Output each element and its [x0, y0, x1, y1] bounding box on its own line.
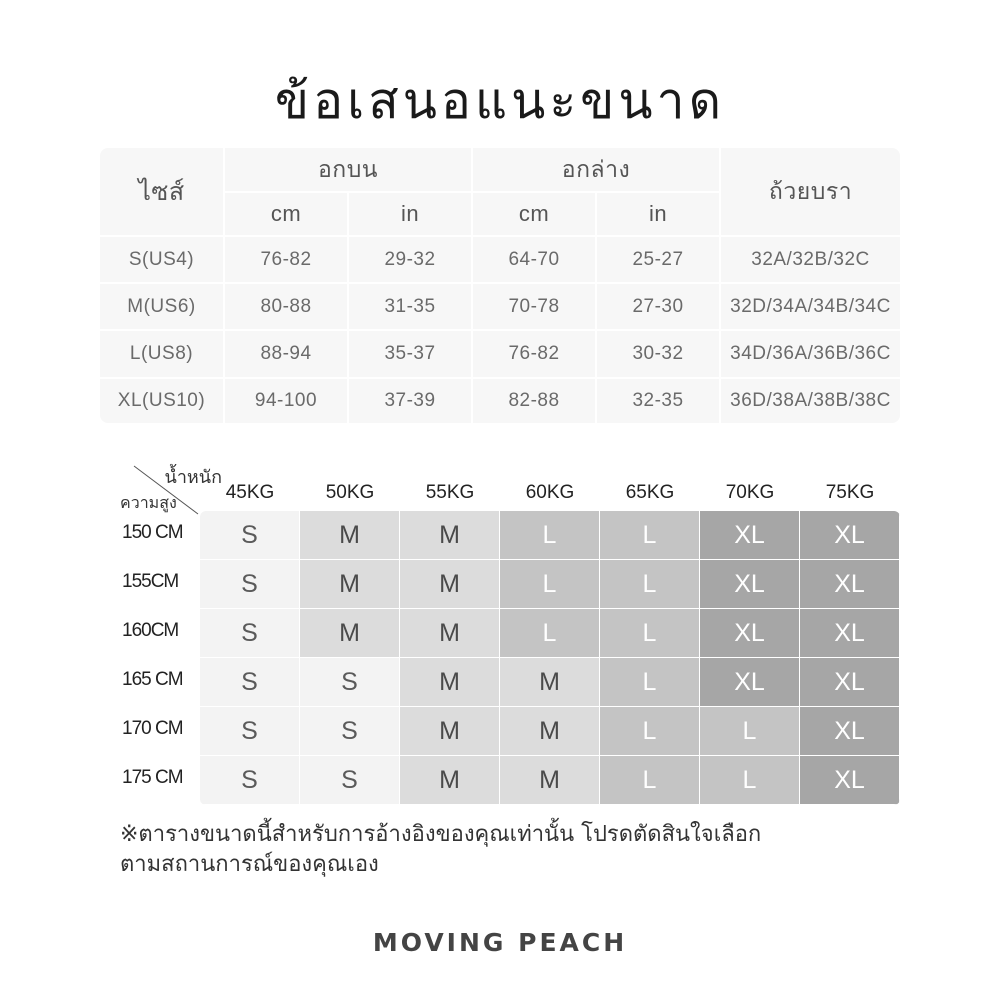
grid-cell: M	[400, 511, 500, 560]
grid-cell: M	[400, 560, 500, 609]
table-row	[100, 283, 900, 330]
upper-in-cell: 35-37	[348, 330, 472, 377]
grid-cell: L	[600, 511, 700, 560]
under-cm-cell: 64-70	[472, 236, 596, 283]
grid-cell: M	[300, 609, 400, 658]
grid-cell: L	[600, 707, 700, 756]
cup-cell: 32D/34A/34B/34C	[720, 283, 900, 330]
height-header: 155CM	[122, 571, 179, 592]
grid-cell: M	[300, 560, 400, 609]
size-cell: XL(US10)	[100, 378, 224, 423]
size-cell: L(US8)	[100, 330, 224, 377]
weight-header: 65KG	[625, 482, 675, 503]
grid-cell: XL	[800, 707, 900, 756]
grid-cell: XL	[700, 560, 800, 609]
grid-cell: XL	[700, 511, 800, 560]
header-under-cm: cm	[472, 192, 596, 236]
grid-cell: XL	[700, 609, 800, 658]
weight-header: 45KG	[225, 482, 275, 503]
grid-cell: S	[300, 707, 400, 756]
weight-header: 70KG	[725, 482, 775, 503]
under-in-cell: 27-30	[596, 283, 720, 330]
header-bra-cup: ถ้วยบรา	[720, 148, 900, 236]
size-cell: M(US6)	[100, 283, 224, 330]
cup-cell: 34D/36A/36B/36C	[720, 330, 900, 377]
grid-cell: M	[400, 609, 500, 658]
height-header: 175 CM	[122, 767, 183, 788]
grid-cell: S	[200, 756, 300, 805]
weight-header: 55KG	[425, 482, 475, 503]
weight-header: 60KG	[525, 482, 575, 503]
table-row	[100, 236, 900, 283]
upper-cm-cell: 80-88	[224, 283, 348, 330]
grid-cell: M	[400, 707, 500, 756]
under-in-cell: 30-32	[596, 330, 720, 377]
grid-cell: M	[300, 511, 400, 560]
under-in-cell: 32-35	[596, 378, 720, 423]
weight-axis-label: น้ำหนัก	[164, 467, 222, 488]
header-upper-in: in	[348, 192, 472, 236]
header-upper-cm: cm	[224, 192, 348, 236]
grid-cell: S	[200, 707, 300, 756]
grid-cell: S	[200, 609, 300, 658]
grid-cell: S	[300, 756, 400, 805]
disclaimer-line-2: ตามสถานการณ์ของคุณเอง	[120, 852, 379, 877]
grid-cell: L	[700, 756, 800, 805]
grid-cell: L	[700, 707, 800, 756]
grid-cell: M	[500, 658, 600, 707]
grid-cell: XL	[800, 658, 900, 707]
grid-cell: L	[600, 560, 700, 609]
upper-cm-cell: 88-94	[224, 330, 348, 377]
grid-cell: S	[200, 560, 300, 609]
upper-in-cell: 29-32	[348, 236, 472, 283]
grid-cell: M	[400, 756, 500, 805]
height-axis-label: ความสูง	[120, 493, 177, 512]
size-cell: S(US4)	[100, 236, 224, 283]
weight-header: 50KG	[325, 482, 375, 503]
size-chart-table	[100, 148, 900, 423]
grid-cell: XL	[800, 560, 900, 609]
grid-cell: XL	[800, 756, 900, 805]
header-under-in: in	[596, 192, 720, 236]
upper-in-cell: 37-39	[348, 378, 472, 423]
brand-logo: MOVING PEACH	[372, 928, 628, 957]
grid-cell: XL	[800, 511, 900, 560]
grid-cell: M	[500, 756, 600, 805]
table-row	[100, 378, 900, 423]
header-upper-bust: อกบน	[224, 148, 472, 192]
upper-in-cell: 31-35	[348, 283, 472, 330]
table-row	[100, 330, 900, 377]
disclaimer-line-1: ※ตารางขนาดนี้สำหรับการอ้างอิงของคุณเท่านั้น โปรดตัดสินใจเลือก	[120, 822, 762, 847]
upper-cm-cell: 76-82	[224, 236, 348, 283]
grid-cell: L	[500, 560, 600, 609]
upper-cm-cell: 94-100	[224, 378, 348, 423]
header-under-bust: อกล่าง	[472, 148, 720, 192]
header-size: ไซส์	[100, 148, 224, 236]
disclaimer-note	[120, 820, 900, 880]
grid-cell: L	[500, 511, 600, 560]
cup-cell: 32A/32B/32C	[720, 236, 900, 283]
height-header: 165 CM	[122, 669, 183, 690]
grid-cell: S	[200, 511, 300, 560]
grid-cell: L	[600, 658, 700, 707]
height-header: 160CM	[122, 620, 179, 641]
height-header: 170 CM	[122, 718, 183, 739]
grid-cell: XL	[800, 609, 900, 658]
size-recommendation-grid	[200, 511, 900, 805]
height-header: 150 CM	[122, 522, 183, 543]
grid-cell: L	[500, 609, 600, 658]
cup-cell: 36D/38A/38B/38C	[720, 378, 900, 423]
under-cm-cell: 70-78	[472, 283, 596, 330]
grid-cell: S	[200, 658, 300, 707]
grid-cell: M	[400, 658, 500, 707]
weight-header: 75KG	[825, 482, 875, 503]
page-title: ข้อเสนอแนะขนาด	[274, 72, 726, 130]
under-in-cell: 25-27	[596, 236, 720, 283]
grid-cell: XL	[700, 658, 800, 707]
grid-cell: L	[600, 609, 700, 658]
under-cm-cell: 76-82	[472, 330, 596, 377]
under-cm-cell: 82-88	[472, 378, 596, 423]
grid-cell: L	[600, 756, 700, 805]
grid-cell: S	[300, 658, 400, 707]
grid-cell: M	[500, 707, 600, 756]
